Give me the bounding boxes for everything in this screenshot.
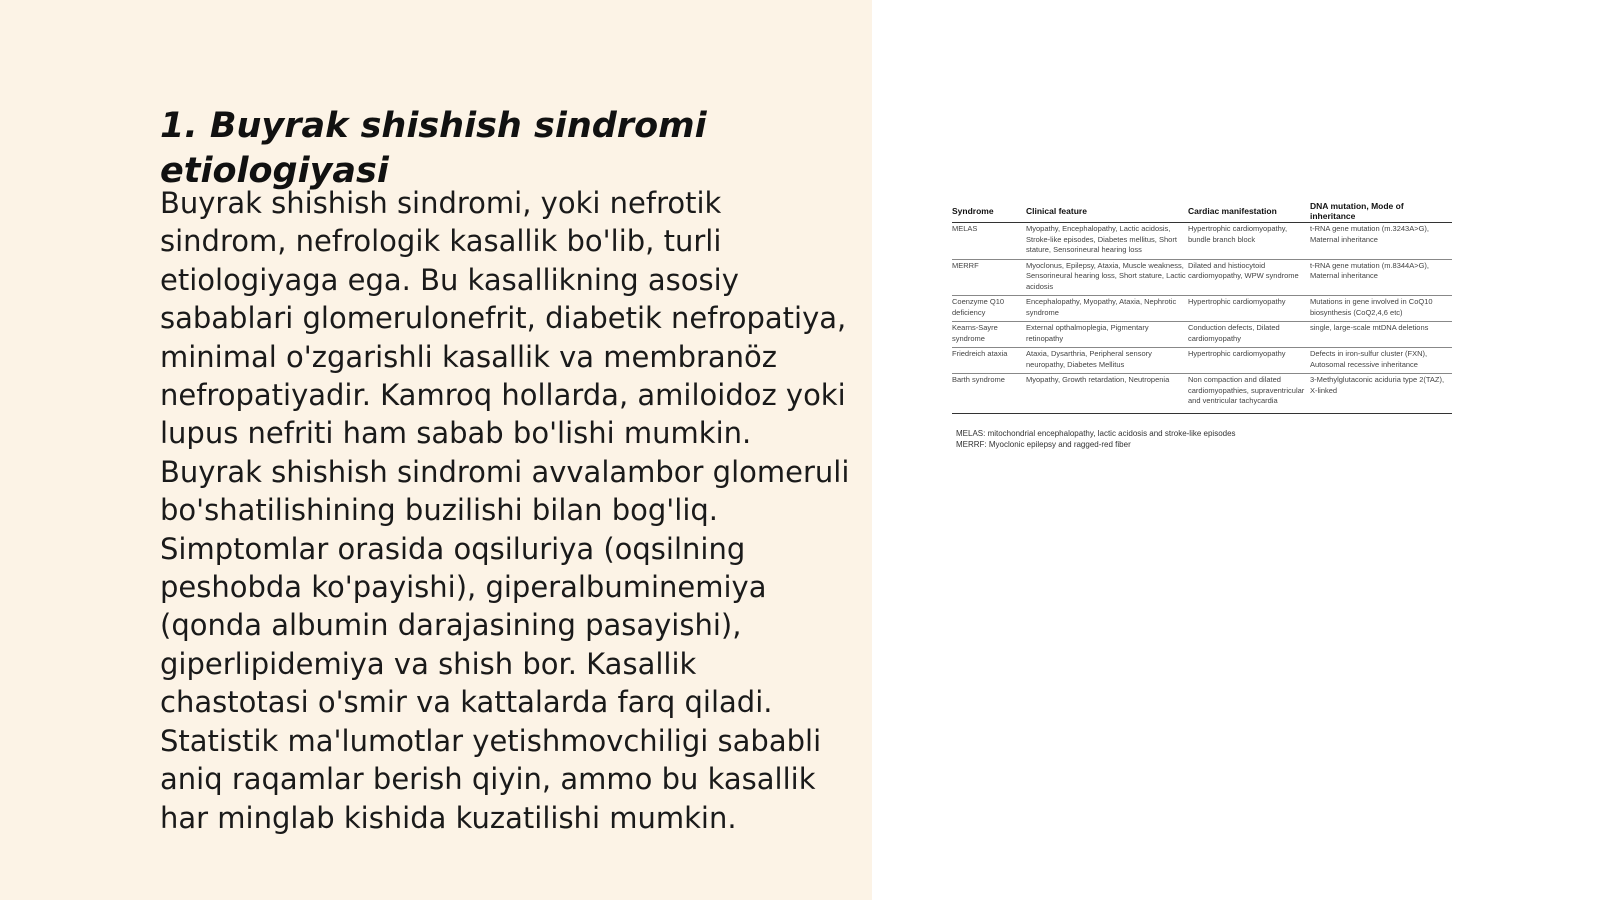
- footnote-melas: MELAS: mitochondrial encephalopathy, lactic acidosis and stroke-like episodes: [956, 428, 1236, 438]
- table-cell: Ataxia, Dysarthria, Peripheral sensory neuropathy, Diabetes Mellitus: [1026, 348, 1188, 374]
- table-cell: Barth syndrome: [952, 374, 1026, 414]
- table-row: [952, 296, 1452, 322]
- table-cell: t-RNA gene mutation (m.3243A>G), Maternal inheritance: [1310, 223, 1452, 260]
- table-row: [952, 259, 1452, 296]
- table-cell: Conduction defects, Dilated cardiomyopathy: [1188, 322, 1310, 348]
- column-header-clinical-feature: Clinical feature: [1026, 200, 1188, 223]
- table-cell: Hypertrophic cardiomyopathy: [1188, 348, 1310, 374]
- syndrome-table: [952, 200, 1452, 414]
- table-row: [952, 223, 1452, 260]
- figure-panel: [872, 0, 1600, 900]
- slide-body-text: Buyrak shishish sindromi, yoki nefrotik sindrom, nefrologik kasallik bo'lib, turli etiologiyaga ega. Bu kasallikning asosiy sabablari glomerulonefrit, diabetik nefropatiya, minimal o'zgarishli kasallik va membranöz nefropatiyadir. Kamroq hollarda, amiloidoz yoki lupus nefriti ham sabab bo'lishi mumkin. Buyrak shishish sindromi avvalambor glomeruli bo'shatilishining buzilishi bilan bog'liq. Simptomlar orasida oqsiluriya (oqsilning peshobda ko'payishi), giperalbuminemiya (qonda albumin darajasining pasayishi), giperlipidemiya va shish bor. Kasallik chastotasi o'smir va kattalarda farq qiladi. Statistik ma'lumotlar yetishmovchiligi sababli aniq raqamlar berish qiyin, ammo bu kasallik har minglab kishida kuzatilishi mumkin.: [160, 186, 850, 835]
- table-row: [952, 348, 1452, 374]
- column-header-cardiac-manifestation: Cardiac manifestation: [1188, 200, 1310, 223]
- table-cell: MERRF: [952, 259, 1026, 296]
- table-cell: Non compaction and dilated cardiomyopathies, supraventricular and ventricular tachycardia: [1188, 374, 1310, 414]
- table-header-row: [952, 200, 1452, 223]
- footnote-merrf: MERRF: Myoclonic epilepsy and ragged-red fiber: [956, 439, 1131, 449]
- table-cell: single, large-scale mtDNA deletions: [1310, 322, 1452, 348]
- table-cell: Myoclonus, Epilepsy, Ataxia, Muscle weakness, Sensorineural hearing loss, Short stature, Lactic acidosis: [1026, 259, 1188, 296]
- table-cell: Kearns-Sayre syndrome: [952, 322, 1026, 348]
- table-cell: Encephalopathy, Myopathy, Ataxia, Nephrotic syndrome: [1026, 296, 1188, 322]
- table-cell: Hypertrophic cardiomyopathy: [1188, 296, 1310, 322]
- table-cell: Myopathy, Encephalopathy, Lactic acidosis, Stroke-like episodes, Diabetes mellitus, Short stature, Sensorineural hearing loss: [1026, 223, 1188, 260]
- table-cell: Friedreich ataxia: [952, 348, 1026, 374]
- table-cell: External opthalmoplegia, Pigmentary retinopathy: [1026, 322, 1188, 348]
- table-row: [952, 374, 1452, 414]
- table-cell: Myopathy, Growth retardation, Neutropenia: [1026, 374, 1188, 414]
- table-row: [952, 322, 1452, 348]
- table-cell: Mutations in gene involved in CoQ10 biosynthesis (CoQ2,4,6 etc): [1310, 296, 1452, 322]
- table-cell: Hypertrophic cardiomyopathy, bundle branch block: [1188, 223, 1310, 260]
- table-cell: Coenzyme Q10 deficiency: [952, 296, 1026, 322]
- table-cell: Dilated and histiocytoid cardiomyopathy, WPW syndrome: [1188, 259, 1310, 296]
- table-footnotes: [952, 428, 1452, 450]
- syndrome-table-figure: [952, 200, 1452, 450]
- column-header-syndrome: Syndrome: [952, 200, 1026, 223]
- table-cell: t-RNA gene mutation (m.8344A>G), Maternal inheritance: [1310, 259, 1452, 296]
- table-cell: MELAS: [952, 223, 1026, 260]
- column-header-dna-mutation: DNA mutation, Mode of inheritance: [1310, 200, 1452, 223]
- slide-title: 1. Buyrak shishish sindromi etiologiyasi: [160, 106, 707, 191]
- table-cell: 3-Methylglutaconic aciduria type 2(TAZ), X-linked: [1310, 374, 1452, 414]
- table-cell: Defects in iron-sulfur cluster (FXN), Autosomal recessive inheritance: [1310, 348, 1452, 374]
